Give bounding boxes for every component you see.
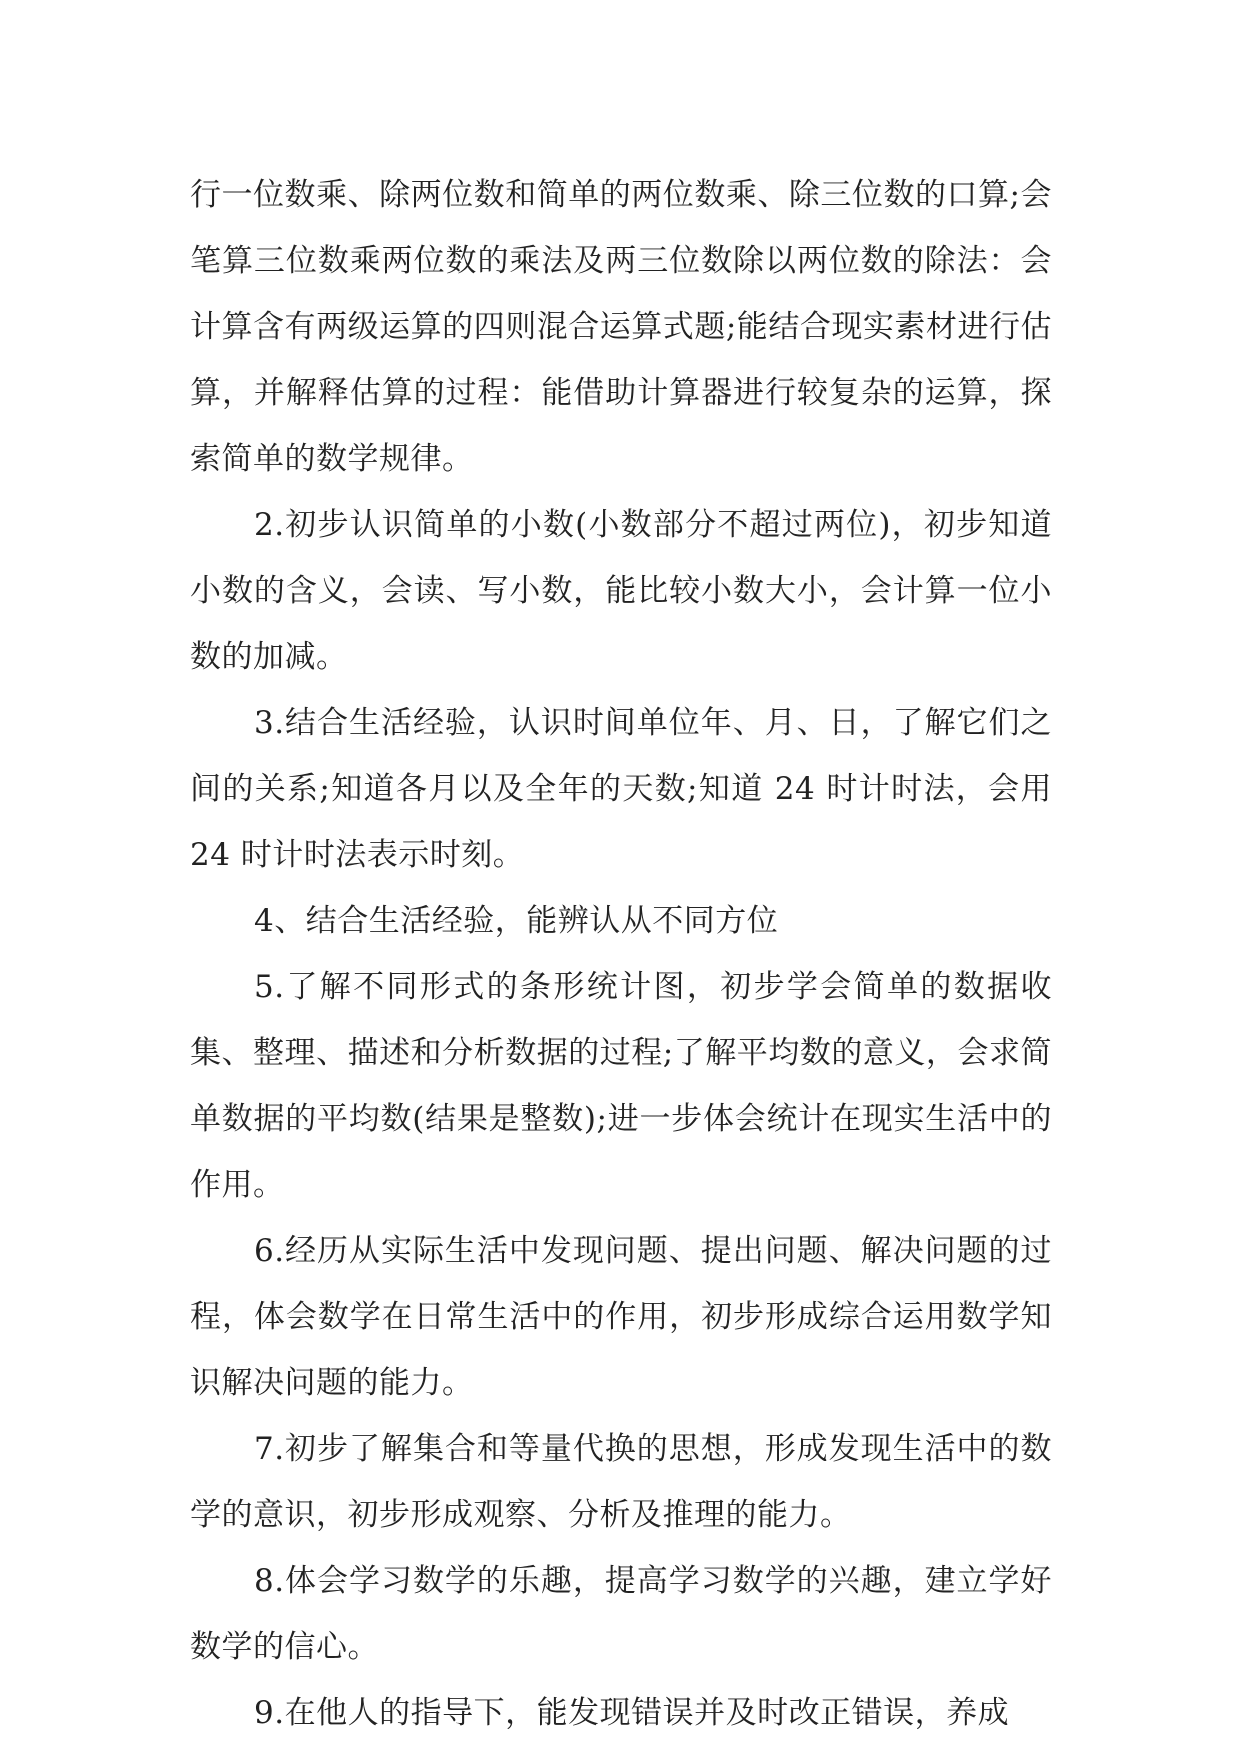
paragraph-item-7: 7.初步了解集合和等量代换的思想，形成发现生活中的数学的意识，初步形成观察、分析及推理的能力。 xyxy=(190,1431,1052,1533)
paragraph-item-5: 5.了解不同形式的条形统计图，初步学会简单的数据收集、整理、描述和分析数据的过程;了解平均数的意义，会求简单数据的平均数(结果是整数);进一步体会统计在现实生活中的作用。 xyxy=(190,969,1052,1203)
paragraph-continued: 行一位数乘、除两位数和简单的两位数乘、除三位数的口算;会笔算三位数乘两位数的乘法及两三位数除以两位数的除法：会计算含有两级运算的四则混合运算式题;能结合现实素材进行估算，并解释估算的过程：能借助计算器进行较复杂的运算，探索简单的数学规律。 xyxy=(190,177,1052,477)
paragraph-item-6: 6.经历从实际生活中发现问题、提出问题、解决问题的过程，体会数学在日常生活中的作用，初步形成综合运用数学知识解决问题的能力。 xyxy=(190,1233,1052,1401)
paragraph-item-2: 2.初步认识简单的小数(小数部分不超过两位)，初步知道小数的含义，会读、写小数，能比较小数大小，会计算一位小数的加减。 xyxy=(190,507,1052,675)
paragraph-item-3: 3.结合生活经验，认识时间单位年、月、日，了解它们之间的关系;知道各月以及全年的天数;知道 24 时计时法，会用 24 时计时法表示时刻。 xyxy=(190,705,1052,873)
document-body xyxy=(190,162,1052,1746)
paragraph-item-8: 8.体会学习数学的乐趣，提高学习数学的兴趣，建立学好数学的信心。 xyxy=(190,1563,1052,1665)
paragraph-item-4: 4、结合生活经验，能辨认从不同方位 xyxy=(254,903,779,939)
paragraph-item-9: 9.在他人的指导下，能发现错误并及时改正错误，养成 xyxy=(254,1695,1010,1731)
